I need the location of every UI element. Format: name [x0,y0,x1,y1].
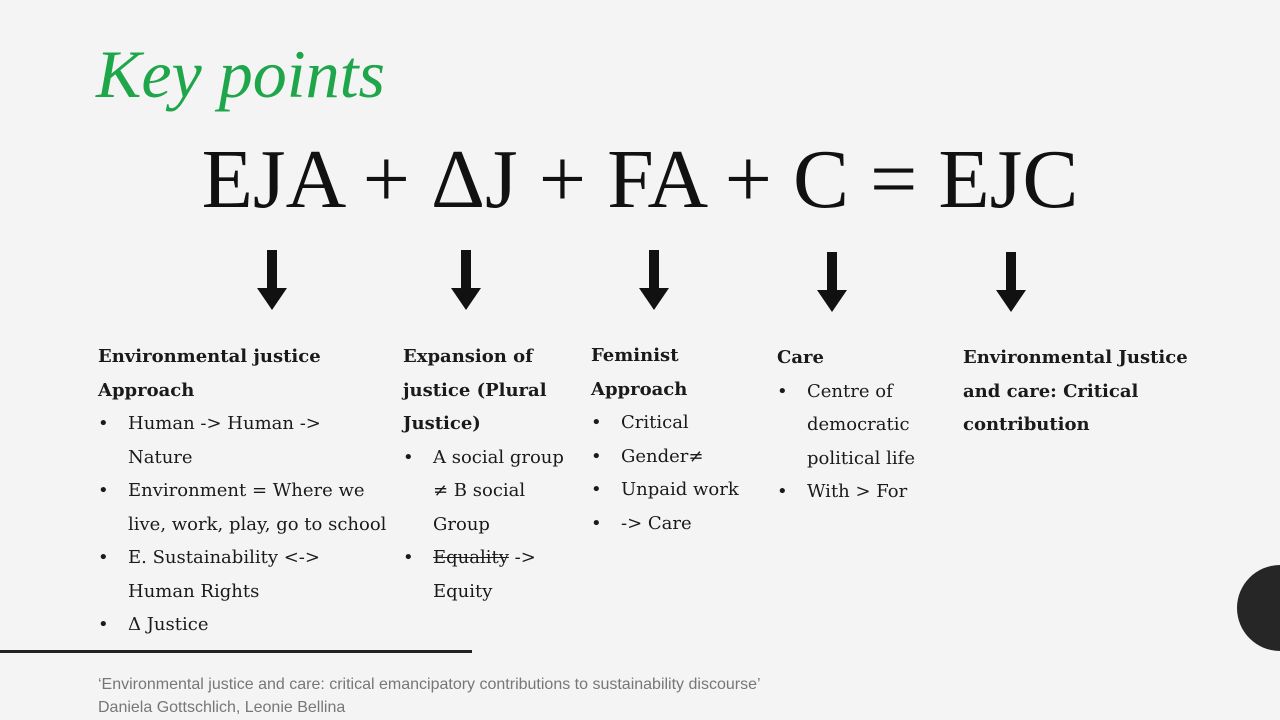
arrow-down-icon [817,252,847,314]
citation-authors: Daniela Gottschlich, Leonie Bellina [98,699,346,716]
list-item: • E. Sustainability <-> Human Rights [98,541,388,608]
column-heading: Expansion of justice (Plural Justice) [403,346,547,434]
struck-text: Equality [433,547,509,568]
divider-line [0,650,472,653]
decorative-circle [1237,565,1280,651]
list-item: • With > For [777,475,927,509]
list-item: • Environment = Where we live, work, play, go to school [98,474,388,541]
bullet-list [403,441,581,609]
column-environmental-justice [98,340,388,642]
list-item: • Centre of democratic political life [777,375,927,476]
column-care [777,341,927,509]
bullet-list [777,375,927,509]
list-item: • Gender≠ [591,440,751,474]
arrow-down-icon [257,250,287,312]
citation [98,673,761,719]
list-item: • A social group ≠ B social Group [403,441,581,542]
column-heading: Care [777,347,824,368]
column-environmental-justice-and-care [963,341,1203,442]
arrow-down-icon [639,250,669,312]
column-feminist-approach [591,339,751,540]
list-item: • Critical [591,406,751,440]
list-item: • Human -> Human -> Nature [98,407,388,474]
bullet-list [98,407,388,642]
list-item: • -> Care [591,507,751,541]
citation-title: ‘Environmental justice and care: critical emancipatory contributions to sustainability discourse’ [98,676,761,693]
equation: EJA + ΔJ + FA + C = EJC [201,133,1079,226]
bullet-list [591,406,751,540]
column-heading: Environmental Justice and care: Critical contribution [963,347,1188,435]
list-item-rest: -> Equity [433,547,536,602]
column-heading: Environmental justice Approach [98,346,321,401]
list-item: • Δ Justice [98,608,388,642]
arrow-down-icon [451,250,481,312]
slide-title: Key points [96,36,385,112]
arrow-down-icon [996,252,1026,314]
list-item: • Unpaid work [591,473,751,507]
column-expansion-of-justice [403,340,581,608]
list-item [403,541,581,608]
column-heading: Feminist Approach [591,345,688,400]
